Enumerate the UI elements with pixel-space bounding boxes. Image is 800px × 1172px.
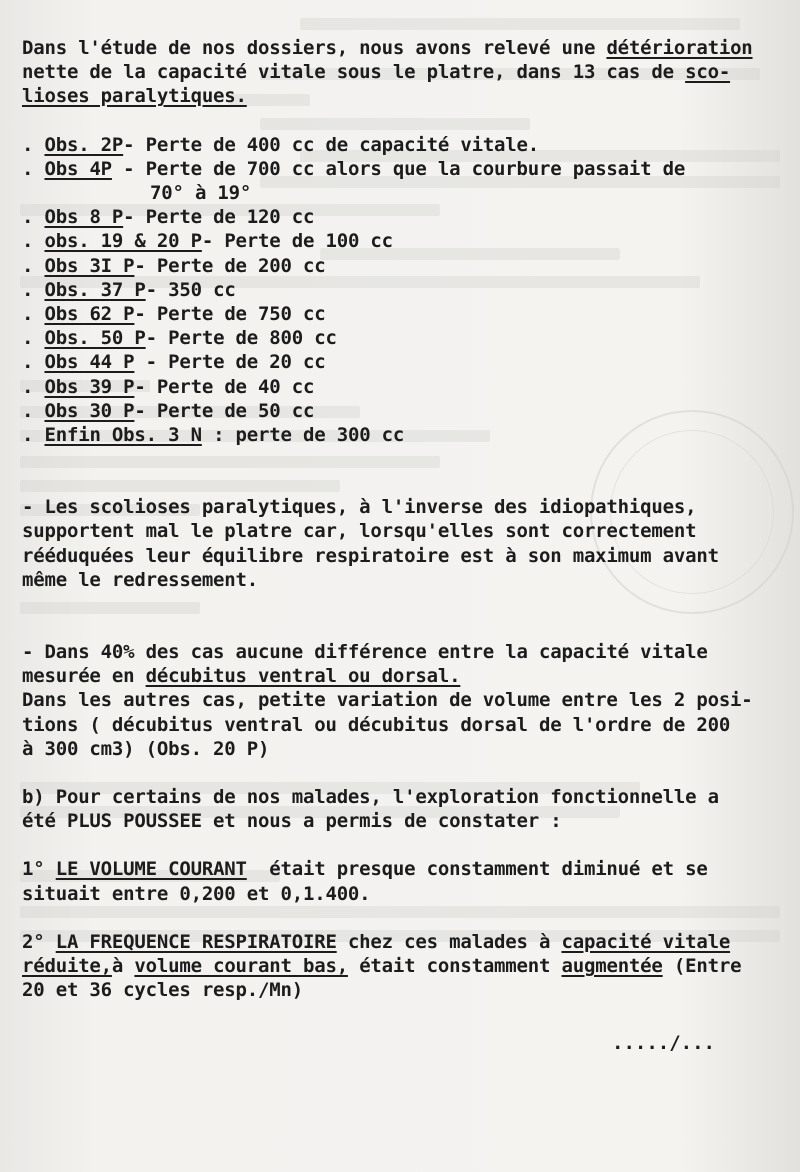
intro-line-1: Dans l'étude de nos dossiers, nous avons relevé une détérioration (22, 37, 753, 59)
scoliose-para-line: - Les scolioses paralytiques, à l'inverse des idiopathiques, (22, 496, 697, 519)
intro-line-3: lioses paralytiques. (22, 85, 247, 108)
point-2-line-2: réduite,à volume courant bas, était constamment augmentée (Entre (22, 955, 742, 978)
obs-continuation: 70° à 19° (150, 182, 252, 205)
point-2-line-1: 2° LA FREQUENCE RESPIRATOIRE chez ces malades à capacité vitale (22, 930, 731, 953)
point-1-line-1: 1° LE VOLUME COURANT était presque constamment diminué et se (22, 858, 708, 881)
obs-item: . Obs 8 P- Perte de 120 cc (22, 206, 315, 229)
decubitus-line-3: Dans les autres cas, petite variation de volume entre les 2 posi- (22, 689, 753, 712)
section-b-line-1: b) Pour certains de nos malades, l'exploration fonctionnelle a (22, 786, 719, 809)
obs-item: . Obs. 2P- Perte de 400 cc de capacité vitale. (22, 133, 540, 156)
obs-item: . Obs. 50 P- Perte de 800 cc (22, 327, 337, 350)
obs-item: . Obs 62 P- Perte de 750 cc (22, 303, 326, 326)
decubitus-line-5: à 300 cm3) (Obs. 20 P) (22, 737, 270, 760)
section-b-line-2: été PLUS POUSSEE et nous a permis de constater : (22, 810, 562, 833)
point-2-line-3: 20 et 36 cycles resp./Mn) (22, 979, 303, 1002)
obs-item: . Obs 39 P- Perte de 40 cc (22, 375, 315, 398)
intro-line-2: nette de la capacité vitale sous le platre, dans 13 cas de sco- (22, 61, 731, 84)
scoliose-para-line: même le redressement. (22, 568, 259, 591)
decubitus-line-4: tions ( décubitus ventral ou décubitus dorsal de l'ordre de 200 (22, 713, 731, 736)
typed-text (22, 36, 782, 1003)
obs-item: . Obs. 37 P- 350 cc (22, 278, 236, 301)
decubitus-line-2: mesurée en décubitus ventral ou dorsal. (22, 665, 461, 688)
page-continuation-mark: ...../... (612, 1032, 715, 1054)
obs-item: . Obs 30 P- Perte de 50 cc (22, 399, 315, 422)
decubitus-line-1: - Dans 40% des cas aucune différence entre la capacité vitale (22, 641, 708, 664)
scoliose-para-line: rééduquées leur équilibre respiratoire est à son maximum avant (22, 544, 719, 567)
obs-item: . Obs 3I P- Perte de 200 cc (22, 254, 326, 277)
obs-item: . Obs 44 P - Perte de 20 cc (22, 351, 326, 374)
obs-item: . Enfin Obs. 3 N : perte de 300 cc (22, 424, 405, 447)
scoliose-para-line: supportent mal le platre car, lorsqu'elles sont correctement (22, 520, 697, 543)
point-1-line-2: situait entre 0,200 et 0,1.400. (22, 882, 371, 905)
obs-item: . Obs 4P - Perte de 700 cc alors que la courbure passait de (22, 157, 686, 180)
obs-item: . obs. 19 & 20 P- Perte de 100 cc (22, 230, 393, 253)
